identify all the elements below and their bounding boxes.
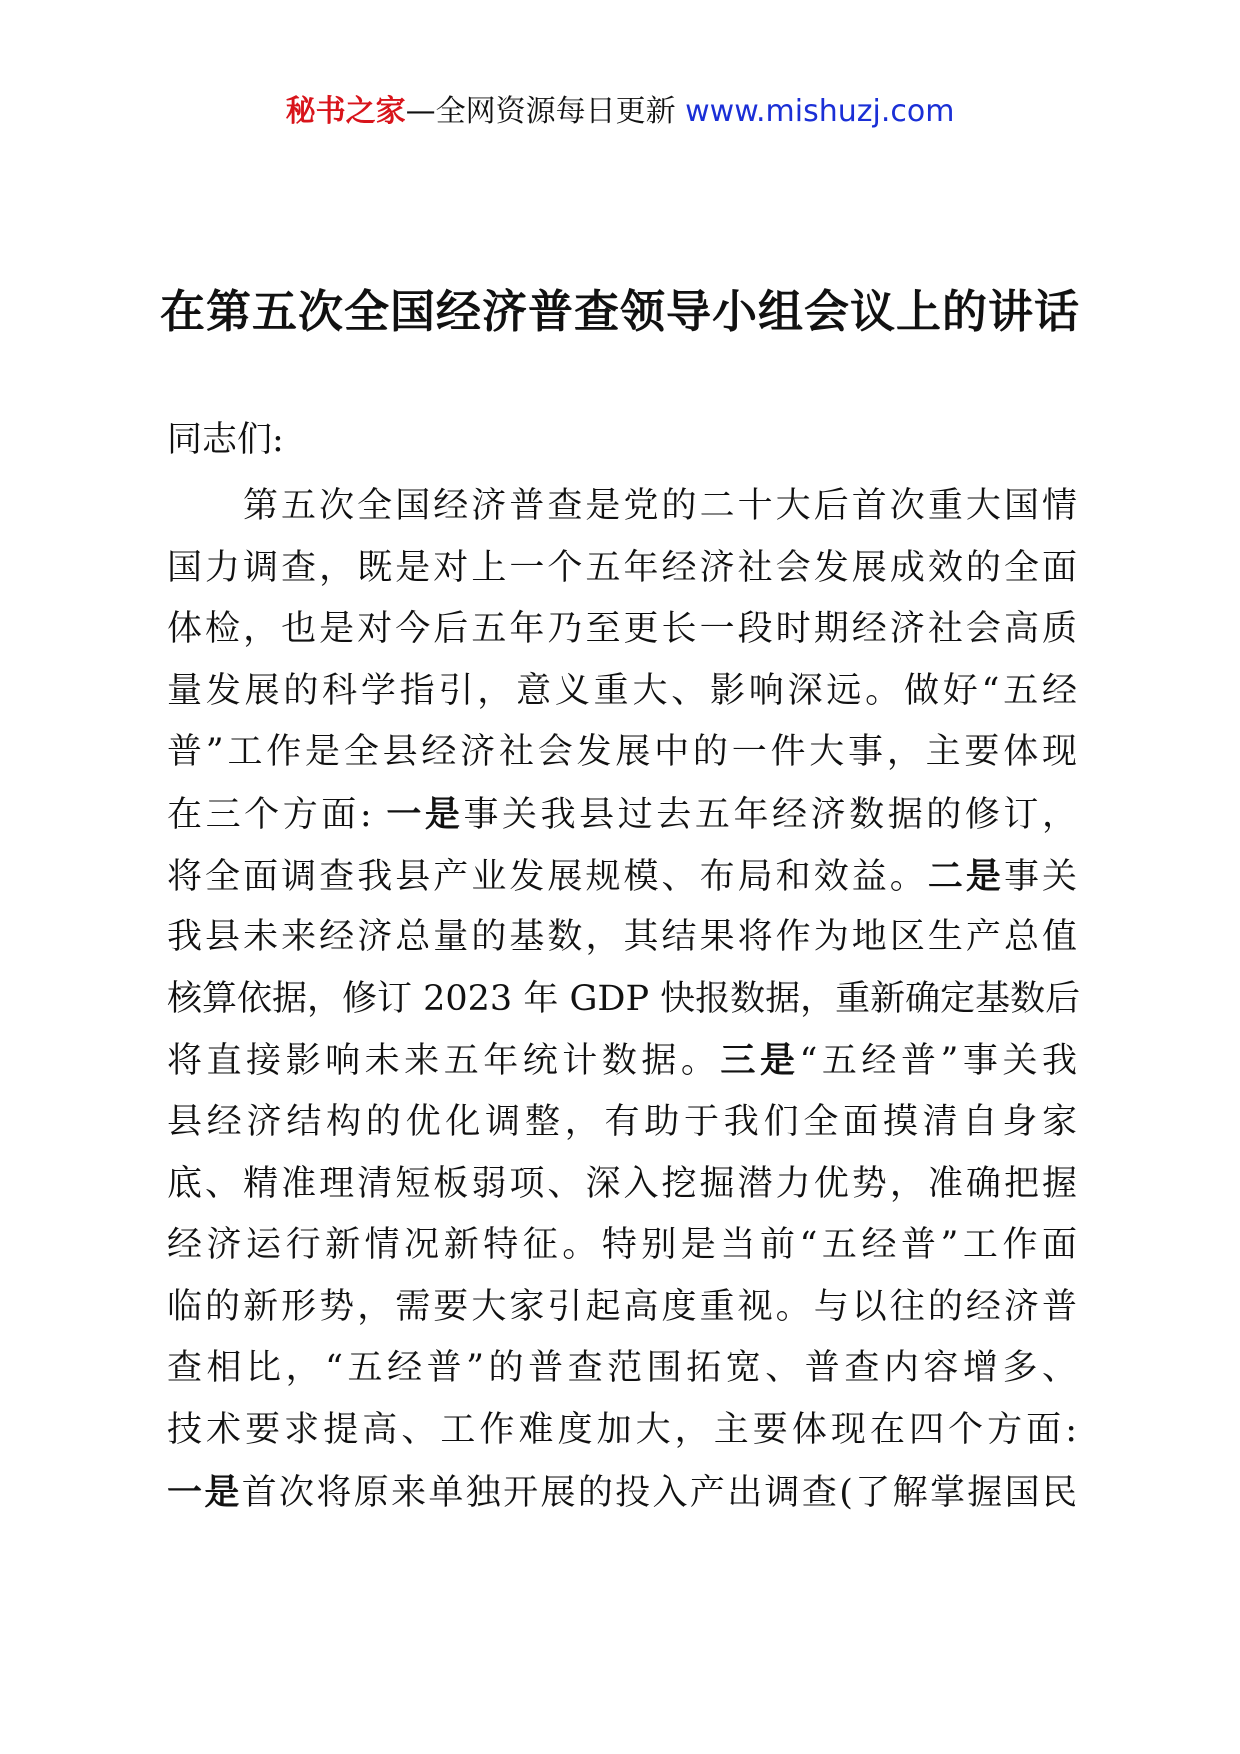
body-text: 普”工作是全县经济社会发展中的一件大事，主要体现 [167, 732, 1077, 773]
document-body [167, 476, 1081, 1523]
slogan: —全网资源每日更新 [405, 94, 676, 129]
body-line [167, 907, 1077, 969]
body-text: “五经普”事关我 [799, 1041, 1077, 1082]
body-line [167, 1400, 1077, 1462]
body-line [167, 1154, 1077, 1216]
body-line [167, 784, 1077, 846]
body-line [167, 846, 1077, 908]
body-text: 首次将原来单独开展的投入产出调查(了解掌握国民 [241, 1472, 1077, 1513]
body-text: 县经济结构的优化调整，有助于我们全面摸清自身家 [167, 1101, 1077, 1142]
body-text: 国力调查，既是对上一个五年经济社会发展成效的全面 [167, 547, 1077, 588]
body-text: 事关 [1003, 856, 1077, 897]
body-line [167, 722, 1077, 784]
body-line [167, 1462, 1077, 1524]
body-line [167, 1030, 1077, 1092]
emphasis-text: 三是 [720, 1040, 800, 1082]
body-line [167, 661, 1077, 723]
body-text: 事关我县过去五年经济数据的修订， [463, 794, 1077, 835]
emphasis-text: 一是 [386, 793, 464, 835]
body-line [167, 538, 1077, 600]
body-line [167, 1277, 1077, 1339]
brand-name: 秘书之家 [285, 94, 406, 129]
page-title: 在第五次全国经济普查领导小组会议上的讲话 [159, 285, 1080, 338]
body-line [167, 1215, 1077, 1277]
body-text: 在三个方面: [167, 794, 387, 835]
body-line [167, 1338, 1077, 1400]
body-text: 将直接影响未来五年统计数据。 [167, 1041, 721, 1082]
emphasis-text: 二是 [927, 855, 1004, 897]
body-text: 我县未来经济总量的基数，其结果将作为地区生产总值 [167, 917, 1077, 958]
body-line [167, 969, 1081, 1031]
body-text: 底、精准理清短板弱项、深入挖掘潜力优势，准确把握 [167, 1163, 1077, 1204]
body-text: 经济运行新情况新特征。特别是当前“五经普”工作面 [167, 1225, 1077, 1266]
body-text: 体检，也是对今后五年乃至更长一段时期经济社会高质 [167, 609, 1077, 650]
salutation: 同志们: [167, 420, 284, 460]
body-text: 第五次全国经济普查是党的二十大后首次重大国情 [243, 486, 1077, 526]
body-line [167, 599, 1077, 661]
site-banner [0, 92, 1240, 132]
body-text: 将全面调查我县产业发展规模、布局和效益。 [167, 856, 928, 897]
body-text: 临的新形势，需要大家引起高度重视。与以往的经济普 [167, 1286, 1077, 1327]
body-line [167, 476, 1077, 538]
body-text: 技术要求提高、工作难度加大，主要体现在四个方面: [167, 1409, 1077, 1450]
emphasis-text: 一是 [167, 1471, 242, 1513]
body-text: 量发展的科学指引，意义重大、影响深远。做好“五经 [167, 670, 1077, 711]
site-url-link[interactable]: www.mishuzj.com [685, 94, 955, 129]
body-line [167, 1092, 1077, 1154]
body-text: 核算依据，修订 2023 年 GDP 快报数据，重新确定基数后 [167, 978, 1081, 1019]
body-text: 查相比，“五经普”的普查范围拓宽、普查内容增多、 [167, 1348, 1077, 1389]
